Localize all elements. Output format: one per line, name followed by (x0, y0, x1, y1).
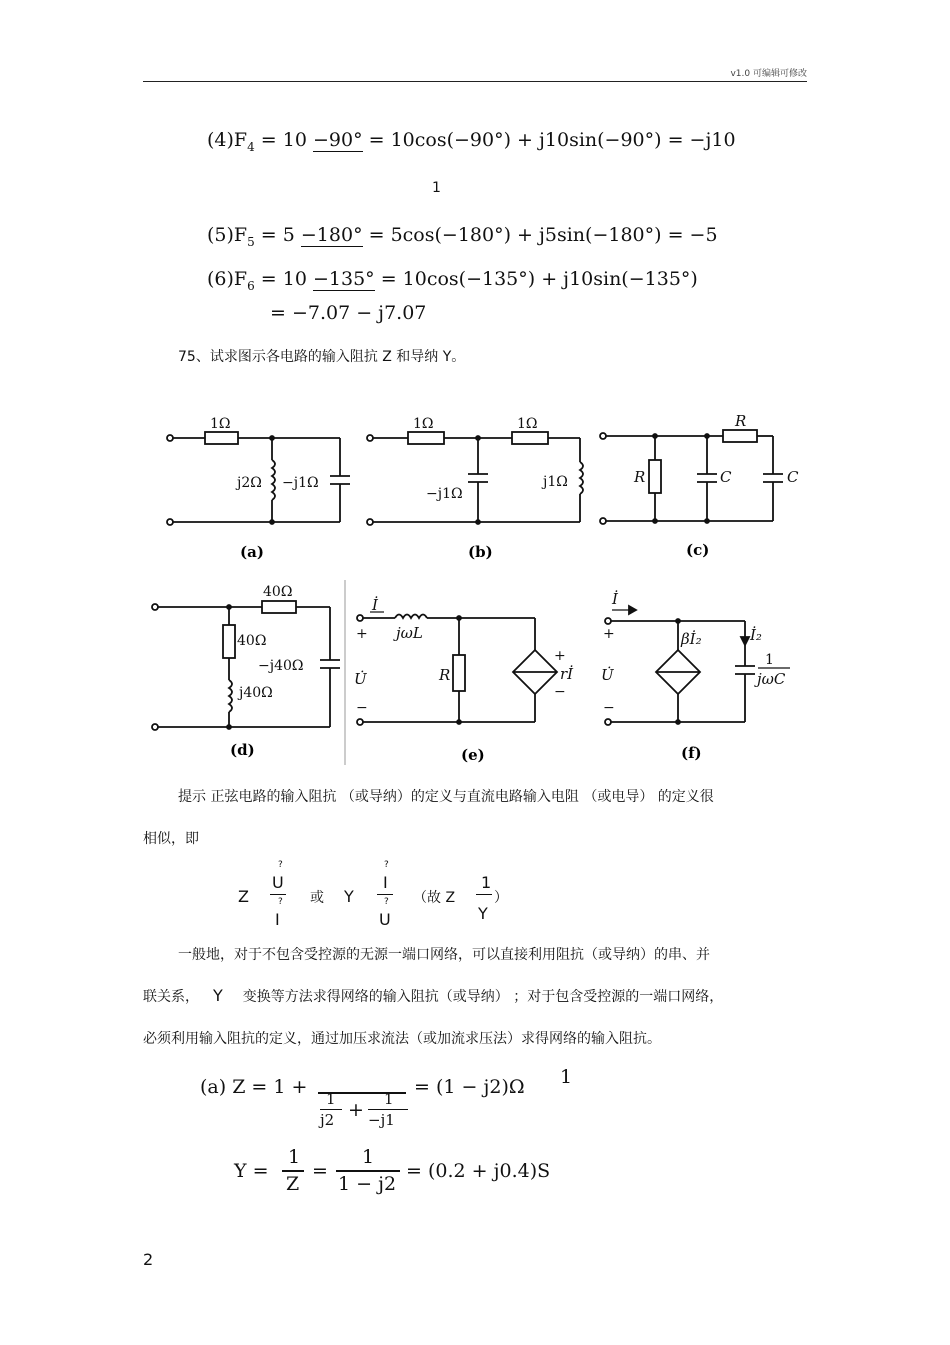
answer-label: (a) Z = 1 + (200, 1076, 308, 1098)
b-r1-label: 1Ω (413, 416, 434, 432)
f6-sub: 6 (247, 278, 255, 293)
b-l-label: j1Ω (543, 474, 568, 490)
f4-sub: 4 (247, 139, 255, 154)
f4-mag: = 10 (254, 129, 313, 151)
f5-lhs: (5)F (207, 224, 248, 246)
answer-eq: = (312, 1160, 328, 1182)
circuit-d (152, 601, 340, 730)
formula-y: Y (344, 887, 354, 906)
answer-y2d: 1 − j2 (338, 1173, 397, 1195)
answer-a-y (234, 1146, 594, 1202)
para2-line2 (143, 986, 723, 1006)
f6-angle: −135° (312, 268, 375, 290)
f-plus: + (603, 626, 615, 642)
formula-y2: Y (478, 904, 488, 923)
f6-lhs: (6)F (207, 268, 248, 290)
para2-line2b: 变换等方法求得网络的输入阻抗（或导纳） ；对于包含受控源的一端口网络， (242, 989, 724, 1005)
answer-a-z (200, 1066, 620, 1140)
answer-plus: + (348, 1099, 364, 1121)
formula-gu: （故 Z (413, 890, 456, 906)
e-u-label: U̇ (354, 670, 367, 688)
header-version-label: v1.0 可编辑可修改 (730, 69, 807, 79)
c-r2-label: R (735, 412, 747, 430)
caption-f: (f) (681, 744, 702, 762)
f5-angle: −180° (300, 224, 363, 246)
e-src-label: rİ (560, 665, 574, 683)
caption-e: (e) (461, 746, 485, 764)
hint-line1: 提示 正弦电路的输入阻抗 （或导纳）的定义与直流电路输入电阻 （或电导） 的定义很 (178, 789, 714, 805)
a-l-label: j2Ω (237, 475, 262, 491)
d-r1-label: 40Ω (263, 584, 293, 600)
formula-u-q: ? (384, 897, 389, 907)
formula-bar-2 (377, 894, 393, 895)
f5-mag: = 5 (254, 224, 301, 246)
formula-close: ） (494, 890, 508, 906)
f-u-label: U̇ (601, 666, 614, 684)
e-i-label: İ (372, 596, 378, 614)
answer-y1n: 1 (288, 1146, 301, 1168)
f-minus: − (603, 700, 615, 716)
formula-u2: U (379, 910, 391, 929)
answer-y-result: = (0.2 + j0.4)S (406, 1160, 551, 1182)
formula-bar-3 (476, 894, 492, 895)
answer-y2n: 1 (362, 1146, 375, 1168)
formula-u-top: ? (278, 860, 283, 870)
circuit-c (600, 430, 783, 524)
para2-line3: 必须利用输入阻抗的定义，通过加压求流法（或加流求压法）求得网络的输入阻抗。 (143, 1031, 661, 1047)
answer-y-lhs: Y = (234, 1160, 269, 1182)
f4-lhs: (4)F (207, 129, 248, 151)
b-r2-label: 1Ω (517, 416, 538, 432)
d-r2-label: 40Ω (237, 633, 267, 649)
b-c-label: −j1Ω (426, 486, 463, 502)
f5-rest: = 5cos(−180°) + j5sin(−180°) = −5 (362, 224, 718, 246)
d-c-label: −j40Ω (258, 658, 304, 674)
f-i2-label: İ₂ (750, 626, 762, 644)
answer-f1d: j2 (320, 1111, 335, 1129)
f5-sub: 5 (247, 234, 255, 249)
answer-f2d: −j1 (368, 1111, 395, 1129)
hint-line2: 相似，即 (143, 831, 199, 847)
answer-y1d: Z (286, 1173, 300, 1195)
circuit-f (605, 606, 755, 725)
e-minus: − (356, 700, 368, 716)
e-src-minus: − (554, 684, 566, 700)
circuit-e (357, 612, 557, 725)
f-i-label: İ (612, 590, 618, 608)
formula-bar-1 (270, 894, 286, 895)
formula-u: U (272, 873, 284, 892)
f4-angle: −90° (312, 129, 363, 151)
a-c-label: −j1Ω (282, 475, 319, 491)
definition-formula (238, 860, 558, 930)
f6-rest: = 10cos(−135°) + j10sin(−135°) (374, 268, 698, 290)
answer-num: 1 (560, 1066, 573, 1088)
para2-line2a: 联关系， (143, 989, 199, 1005)
c-c2-label: C (787, 468, 799, 486)
caption-d: (d) (230, 741, 255, 759)
formula-i-q: ? (278, 897, 283, 907)
formula-i-top: ? (384, 860, 389, 870)
e-r-label: R (439, 666, 451, 684)
e-src-plus: + (554, 648, 566, 664)
f6-mag: = 10 (254, 268, 313, 290)
caption-c: (c) (686, 541, 710, 559)
e-l-label: jωL (396, 624, 423, 642)
e-plus: + (356, 626, 368, 642)
a-r1-label: 1Ω (210, 416, 231, 432)
answer-f1n: 1 (326, 1090, 336, 1108)
formula-one: 1 (481, 873, 492, 892)
para2-line1: 一般地，对于不包含受控源的无源一端口网络，可以直接利用阻抗（或导纳）的串、并 (178, 947, 710, 963)
f-c-den: jωC (757, 670, 786, 688)
c-c1-label: C (720, 468, 732, 486)
formula-i2: I (383, 873, 388, 892)
caption-b: (b) (468, 543, 493, 561)
page-number-top: 1 (432, 180, 441, 196)
f4-rest: = 10cos(−90°) + j10sin(−90°) = −j10 (362, 129, 736, 151)
page-number-bottom: 2 (143, 1250, 154, 1269)
formula-z: Z (238, 887, 249, 906)
para2-y: Y (213, 986, 223, 1005)
f-src-label: βİ₂ (681, 630, 702, 648)
c-r1-label: R (634, 468, 646, 486)
formula-i: I (275, 910, 280, 929)
problem-statement: 75、试求图示各电路的输入阻抗 Z 和导纳 Y。 (178, 349, 466, 365)
answer-f2n: 1 (384, 1090, 394, 1108)
f-c-num: 1 (765, 652, 774, 668)
equation-f6-line2: = −7.07 − j7.07 (270, 302, 427, 324)
answer-result: = (1 − j2)Ω (414, 1076, 525, 1098)
formula-or: 或 (310, 890, 324, 906)
answer-y1-bar (282, 1170, 304, 1172)
answer-y2-bar (336, 1170, 400, 1172)
d-l-label: j40Ω (239, 685, 273, 701)
caption-a: (a) (240, 543, 264, 561)
